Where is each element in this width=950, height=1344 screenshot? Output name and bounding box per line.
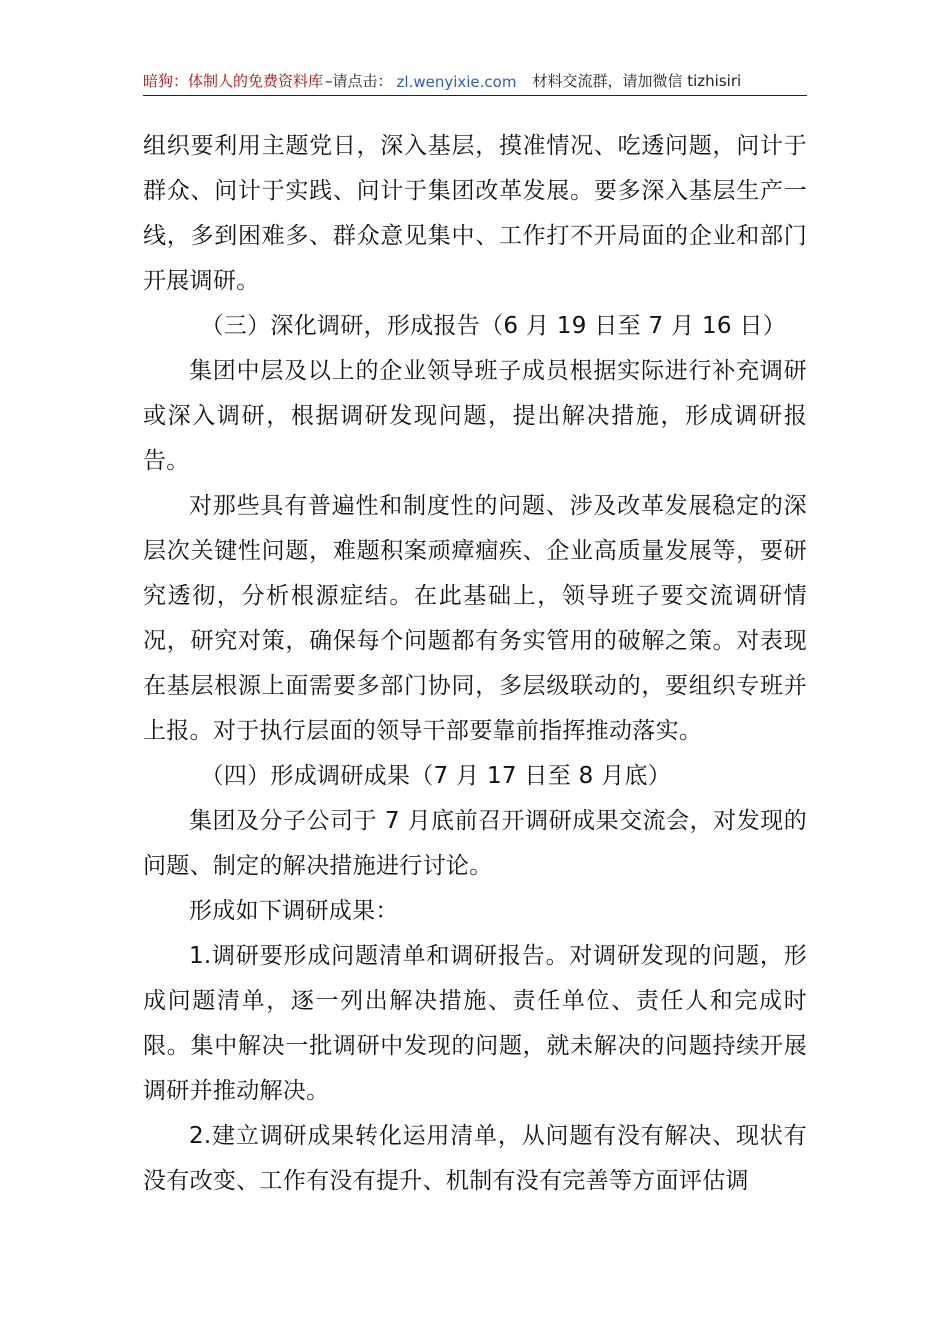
paragraph: 集团及分子公司于 7 月底前召开调研成果交流会，对发现的问题、制定的解决措施进行讨论。 (143, 808, 807, 879)
header-prompt: –请点击： (325, 72, 393, 90)
document-body (143, 124, 807, 1204)
paragraph: 集团中层及以上的企业领导班子成员根据实际进行补充调研或深入调研，根据调研发现问题，提出解决措施，形成调研报告。 (143, 358, 807, 474)
paragraph: 组织要利用主题党日，深入基层，摸准情况、吃透问题，问计于群众、问计于实践、问计于集团改革发展。要多深入基层生产一线，多到困难多、群众意见集中、工作打不开局面的企业和部门开展调研。 (143, 133, 807, 294)
page-header (143, 66, 807, 96)
header-brand: 暗狗：体制人的免费资料库 (143, 72, 324, 90)
paragraph: 对那些具有普遍性和制度性的问题、涉及改革发展稳定的深层次关键性问题，难题积案顽瘴痼疾、企业高质量发展等，要研究透彻，分析根源症结。在此基础上，领导班子要交流调研情况，研究对策，确保每个问题都有务实管用的破解之策。对表现在基层根源上面需要多部门协同，多层级联动的，要组织专班并上报。对于执行层面的领导干部要靠前指挥推动落实。 (143, 493, 807, 744)
list-item: 2.建立调研成果转化运用清单，从问题有没有解决、现状有没有改变、工作有没有提升、机制有没有完善等方面评估调 (143, 1123, 807, 1194)
section-heading: （三）深化调研，形成报告（6 月 19 日至 7 月 16 日） (200, 313, 787, 339)
header-group-info: 材料交流群，请加微信 tizhisiri (532, 72, 742, 90)
paragraph: 形成如下调研成果： (189, 898, 399, 924)
list-item: 1.调研要形成问题清单和调研报告。对调研发现的问题，形成问题清单，逐一列出解决措施、责任单位、责任人和完成时限。集中解决一批调研中发现的问题，就未解决的问题持续开展调研并推动解决。 (143, 943, 807, 1104)
header-link[interactable]: zl.wenyixie.com (396, 73, 517, 91)
section-heading: （四）形成调研成果（7 月 17 日至 8 月底） (200, 763, 672, 789)
